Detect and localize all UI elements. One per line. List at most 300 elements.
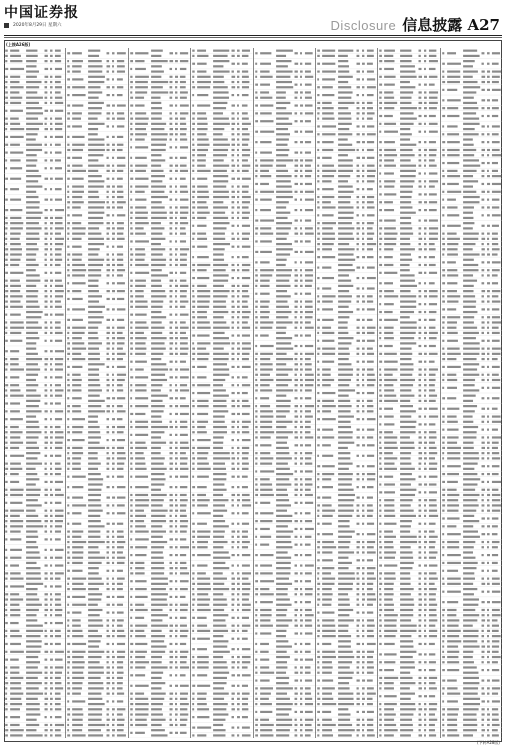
table-cell-text: [379, 141, 382, 143]
table-cell-text: [117, 185, 123, 187]
table-cell-text: [304, 463, 311, 465]
table-cell-text: [356, 170, 359, 172]
table-cell-text: [55, 300, 61, 302]
table-cell-text: [151, 593, 168, 595]
table-cell-text: [68, 233, 70, 235]
table-cell-text: [26, 379, 36, 381]
table-cell-text: [400, 415, 411, 417]
table-cell-text: [429, 159, 435, 161]
table-cell-text: [379, 337, 381, 339]
table-cell-text: [304, 544, 310, 546]
table-cell-text: [197, 201, 206, 203]
table-cell-text: [242, 118, 249, 120]
table-cell-text: [68, 635, 70, 637]
table-cell-text: [68, 238, 70, 240]
table-cell-text: [26, 264, 39, 266]
table-cell-text: [242, 426, 249, 428]
table-cell-text: [356, 672, 359, 674]
table-cell-text: [294, 91, 297, 93]
table-cell-text: [213, 65, 223, 67]
table-cell-text: [304, 520, 311, 522]
table-cell-text: [88, 201, 105, 203]
table-cell-text: [300, 227, 302, 229]
table-cell-text: [50, 306, 53, 308]
table-cell-text: [255, 470, 257, 472]
table-cell-text: [45, 593, 48, 595]
table-cell-text: [45, 604, 48, 606]
table-cell-text: [419, 149, 421, 151]
table-cell-text: [50, 538, 52, 540]
table-cell-text: [192, 144, 194, 146]
table-cell-text: [175, 588, 177, 590]
table-cell-text: [117, 52, 126, 54]
table-cell-text: [384, 327, 393, 329]
table-cell-text: [68, 557, 71, 559]
table-cell-text: [10, 455, 24, 457]
table-cell-text: [73, 541, 87, 543]
table-cell-text: [367, 361, 374, 363]
table-cell-text: [73, 178, 85, 180]
table-cell-text: [276, 227, 291, 229]
table-cell-text: [26, 452, 40, 454]
table-cell-text: [50, 436, 53, 438]
table-cell-text: [73, 713, 84, 715]
table-cell-text: [130, 146, 132, 148]
table-cell-text: [68, 136, 70, 138]
table-cell-text: [112, 447, 115, 449]
table-cell-text: [429, 154, 436, 156]
table-cell-text: [276, 551, 288, 553]
table-cell-text: [276, 123, 292, 125]
table-cell-text: [73, 708, 83, 710]
table-cell-text: [242, 154, 250, 156]
table-cell-text: [169, 457, 172, 459]
table-cell-text: [45, 635, 48, 637]
table-cell-text: [294, 643, 296, 645]
table-cell-text: [255, 444, 258, 446]
table-cell-text: [276, 415, 286, 417]
table-cell-text: [300, 70, 303, 72]
table-cell-text: [300, 374, 302, 376]
table-cell-text: [255, 463, 257, 465]
table-cell-text: [304, 679, 311, 681]
table-cell-text: [317, 672, 319, 674]
table-cell-text: [242, 452, 249, 454]
table-cell-text: [304, 431, 310, 433]
table-cell-text: [294, 564, 296, 566]
table-cell-text: [88, 672, 104, 674]
table-cell-text: [367, 233, 374, 235]
table-cell-text: [45, 238, 48, 240]
table-cell-text: [68, 227, 70, 229]
table-cell-text: [68, 562, 70, 564]
table-cell-text: [338, 468, 349, 470]
table-cell-text: [255, 269, 257, 271]
table-cell-text: [55, 118, 62, 120]
table-cell-text: [88, 253, 98, 255]
table-cell-text: [276, 452, 289, 454]
table-cell-text: [175, 376, 177, 378]
table-cell-text: [112, 227, 115, 229]
table-cell-text: [255, 374, 258, 376]
table-cell-text: [255, 426, 257, 428]
table-cell-text: [255, 651, 257, 653]
table-cell-text: [260, 321, 273, 323]
table-cell-text: [45, 264, 48, 266]
table-cell-text: [356, 327, 359, 329]
table-cell-text: [232, 494, 236, 496]
table-cell-text: [424, 68, 426, 70]
table-cell-text: [356, 698, 359, 700]
table-cell-text: [50, 167, 52, 169]
table-cell-text: [117, 282, 125, 284]
table-cell-text: [429, 282, 435, 284]
table-cell-text: [68, 687, 71, 689]
table-cell-text: [356, 118, 358, 120]
table-cell-text: [151, 332, 162, 334]
table-cell-text: [50, 110, 53, 112]
table-cell-text: [362, 473, 365, 475]
table-cell-text: [260, 724, 274, 726]
table-cell-text: [73, 112, 83, 114]
table-cell-text: [88, 557, 105, 559]
table-cell-text: [356, 348, 359, 350]
table-cell-text: [10, 321, 23, 323]
table-cell-text: [10, 81, 19, 83]
table-cell-text: [175, 353, 178, 355]
table-cell-text: [112, 729, 115, 731]
table-cell-text: [260, 457, 273, 459]
table-cell-text: [192, 588, 194, 590]
table-cell-text: [232, 118, 235, 120]
table-cell-text: [362, 572, 364, 574]
table-cell-text: [213, 379, 225, 381]
table-cell-text: [197, 685, 210, 687]
table-cell-text: [45, 253, 47, 255]
table-cell-text: [45, 520, 48, 522]
table-cell-text: [419, 233, 421, 235]
table-cell-text: [424, 248, 427, 250]
table-cell-text: [276, 65, 288, 67]
table-cell-text: [88, 693, 101, 695]
table-cell-text: [213, 327, 230, 329]
table-cell-text: [175, 452, 177, 454]
table-cell-text: [379, 219, 382, 221]
table-cell-text: [151, 400, 162, 402]
table-cell-text: [232, 348, 235, 350]
table-cell-text: [50, 682, 53, 684]
table-cell-text: [260, 120, 273, 122]
table-cell-text: [26, 583, 43, 585]
table-cell-text: [356, 703, 359, 705]
table-cell-text: [112, 290, 115, 292]
table-cell-text: [232, 353, 235, 355]
table-cell-text: [130, 233, 133, 235]
table-cell-text: [197, 452, 208, 454]
table-cell-text: [151, 144, 166, 146]
table-cell-text: [5, 81, 7, 83]
table-cell-text: [50, 340, 52, 342]
table-cell-text: [135, 674, 145, 676]
table-cell-text: [88, 410, 105, 412]
table-cell-text: [175, 520, 177, 522]
table-cell-text: [367, 300, 373, 302]
table-cell-text: [192, 457, 195, 459]
table-cell-text: [135, 300, 147, 302]
table-cell-text: [276, 719, 292, 721]
table-cell-text: [10, 410, 20, 412]
table-cell-text: [5, 123, 8, 125]
table-cell-text: [400, 463, 411, 465]
table-cell-text: [107, 165, 110, 167]
table-cell-text: [197, 431, 207, 433]
table-cell-text: [237, 703, 240, 705]
table-cell-text: [276, 222, 292, 224]
table-cell-text: [379, 311, 382, 313]
table-cell-text: [242, 123, 251, 125]
table-cell-text: [367, 94, 374, 96]
table-cell-text: [45, 81, 48, 83]
table-cell-text: [130, 580, 132, 582]
table-cell-text: [73, 298, 84, 300]
table-cell-text: [88, 285, 98, 287]
table-cell-text: [55, 614, 62, 616]
table-cell-text: [192, 191, 195, 193]
table-cell-text: [304, 280, 312, 282]
table-cell-text: [112, 439, 115, 441]
table-cell-text: [50, 332, 52, 334]
table-cell-text: [26, 191, 36, 193]
table-cell-text: [237, 133, 240, 135]
table-cell-text: [73, 583, 84, 585]
table-cell-text: [151, 557, 164, 559]
table-cell-text: [175, 525, 177, 527]
table-cell-text: [180, 384, 187, 386]
table-cell-text: [294, 141, 297, 143]
table-cell-text: [117, 635, 126, 637]
table-cell-text: [317, 593, 319, 595]
table-cell-text: [322, 418, 336, 420]
table-cell-text: [338, 358, 349, 360]
table-cell-text: [117, 233, 123, 235]
table-cell-text: [300, 431, 302, 433]
table-cell-text: [317, 604, 319, 606]
table-cell-text: [400, 395, 414, 397]
table-cell-text: [276, 60, 291, 62]
table-cell-text: [26, 165, 36, 167]
table-cell-text: [338, 180, 348, 182]
table-cell-text: [55, 159, 61, 161]
table-cell-text: [197, 138, 209, 140]
table-cell-text: [130, 327, 132, 329]
table-cell-text: [151, 405, 165, 407]
table-cell-text: [384, 368, 397, 370]
table-cell-text: [197, 358, 208, 360]
table-cell-text: [213, 536, 224, 538]
table-cell-text: [50, 389, 52, 391]
table-cell-text: [367, 157, 374, 159]
table-cell-text: [356, 86, 359, 88]
table-cell-text: [213, 645, 227, 647]
table-cell-text: [50, 455, 53, 457]
table-cell-text: [424, 436, 426, 438]
table-cell-text: [294, 734, 297, 736]
table-cell-text: [255, 405, 257, 407]
table-cell-text: [5, 217, 7, 219]
table-cell-text: [175, 732, 178, 734]
table-cell-text: [135, 520, 144, 522]
table-cell-text: [338, 306, 349, 308]
table-cell-text: [197, 609, 211, 611]
table-cell-text: [151, 666, 167, 668]
table-cell-text: [300, 165, 303, 167]
table-cell-text: [322, 308, 333, 310]
table-cell-text: [276, 128, 288, 130]
table-cell-text: [107, 630, 109, 632]
table-cell-text: [356, 651, 360, 653]
table-cell-text: [88, 630, 98, 632]
table-cell-text: [362, 486, 365, 488]
table-cell-text: [400, 295, 416, 297]
table-cell-text: [117, 431, 124, 433]
table-cell-text: [68, 523, 70, 525]
table-cell-text: [213, 259, 224, 261]
table-cell-text: [130, 138, 132, 140]
table-cell-text: [213, 222, 229, 224]
table-cell-text: [10, 609, 20, 611]
table-cell-text: [45, 350, 48, 352]
table-cell-text: [112, 719, 115, 721]
table-cell-text: [135, 191, 145, 193]
table-cell-text: [135, 596, 147, 598]
table-cell-text: [26, 489, 41, 491]
table-cell-text: [232, 463, 235, 465]
table-cell-text: [180, 68, 186, 70]
table-cell-text: [192, 81, 194, 83]
table-cell-text: [175, 724, 177, 726]
table-cell-text: [135, 635, 146, 637]
table-cell-text: [304, 219, 310, 221]
table-cell-text: [26, 546, 38, 548]
table-cell-text: [50, 622, 52, 624]
table-cell-text: [424, 233, 426, 235]
table-cell-text: [169, 248, 171, 250]
table-cell-text: [322, 141, 333, 143]
table-cell-text: [260, 719, 269, 721]
table-cell-text: [213, 515, 223, 517]
table-cell-text: [130, 222, 132, 224]
table-cell-text: [192, 463, 194, 465]
table-cell-text: [151, 499, 164, 501]
table-cell-text: [180, 703, 189, 705]
table-cell-text: [338, 159, 353, 161]
table-cell-text: [197, 81, 211, 83]
table-cell-text: [429, 345, 436, 347]
table-cell-text: [151, 118, 162, 120]
table-cell-text: [112, 259, 114, 261]
table-cell-text: [294, 379, 298, 381]
table-cell-text: [88, 598, 101, 600]
table-cell-text: [5, 264, 8, 266]
table-cell-text: [175, 530, 178, 532]
table-cell-text: [232, 426, 235, 428]
table-cell-text: [424, 159, 426, 161]
table-cell-text: [5, 248, 8, 250]
table-cell-text: [213, 159, 224, 161]
table-cell-text: [213, 672, 229, 674]
table-cell-text: [232, 609, 234, 611]
table-cell-text: [10, 222, 23, 224]
table-cell-text: [5, 167, 7, 169]
table-cell-text: [192, 693, 194, 695]
table-cell-text: [107, 149, 110, 151]
table-cell-text: [130, 52, 133, 54]
table-cell-text: [400, 123, 414, 125]
table-cell-text: [276, 149, 289, 151]
table-cell-text: [232, 512, 235, 514]
table-cell-text: [400, 138, 410, 140]
table-cell-text: [45, 60, 48, 62]
table-cell-text: [45, 510, 48, 512]
table-cell-text: [317, 630, 320, 632]
table-cell-text: [362, 238, 364, 240]
table-cell-text: [26, 65, 36, 67]
table-cell-text: [112, 666, 114, 668]
table-cell-text: [362, 630, 364, 632]
table-cell-text: [232, 70, 234, 72]
table-cell-text: [175, 68, 177, 70]
table-cell-text: [367, 559, 373, 561]
table-cell-text: [151, 348, 166, 350]
table-cell-text: [276, 337, 292, 339]
table-cell-text: [362, 196, 365, 198]
table-cell-text: [55, 76, 61, 78]
table-cell-text: [300, 219, 302, 221]
table-cell-text: [117, 86, 123, 88]
table-cell-text: [10, 564, 19, 566]
table-cell-text: [130, 708, 132, 710]
table-cell-text: [384, 447, 398, 449]
table-cell-text: [317, 50, 320, 52]
table-cell-text: [55, 314, 64, 316]
table-cell-text: [232, 578, 235, 580]
table-cell-text: [356, 661, 359, 663]
table-cell-text: [400, 196, 412, 198]
table-cell-text: [50, 572, 53, 574]
table-cell-text: [317, 724, 320, 726]
table-cell-text: [151, 300, 163, 302]
table-cell-text: [260, 52, 271, 54]
table-cell-text: [73, 468, 82, 470]
table-cell-text: [10, 327, 24, 329]
table-cell-text: [384, 379, 397, 381]
table-cell-text: [169, 617, 172, 619]
table-cell-text: [260, 280, 270, 282]
table-cell-text: [151, 483, 164, 485]
table-cell-text: [26, 280, 40, 282]
table-cell-text: [356, 308, 359, 310]
table-cell-text: [135, 656, 145, 658]
table-cell-text: [26, 144, 42, 146]
table-cell-text: [255, 358, 257, 360]
table-cell-text: [237, 104, 239, 106]
table-cell-text: [304, 191, 313, 193]
table-cell-text: [180, 698, 187, 700]
table-cell-text: [276, 395, 286, 397]
table-cell-text: [10, 724, 19, 726]
table-cell-text: [175, 421, 177, 423]
table-cell-text: [55, 272, 61, 274]
